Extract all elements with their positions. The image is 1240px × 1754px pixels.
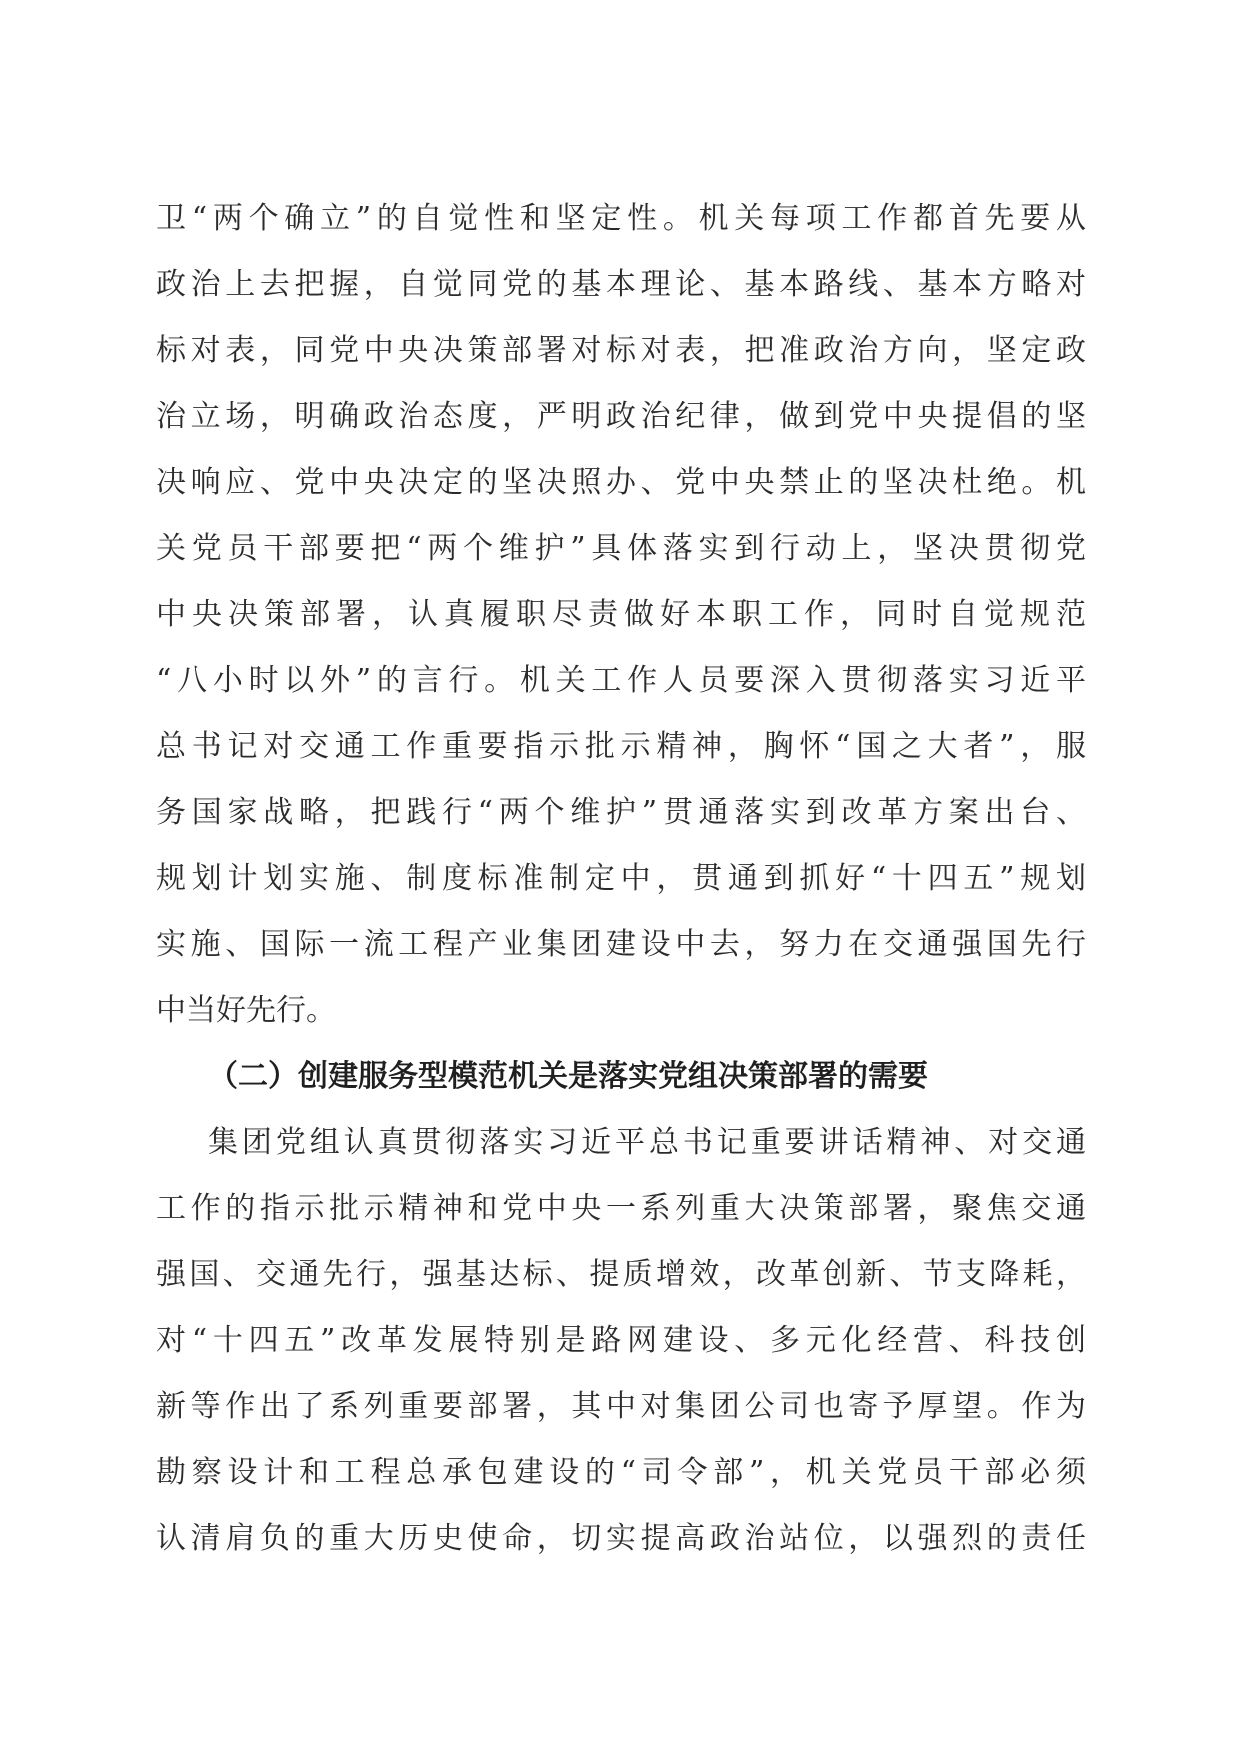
paragraph-2-line: 工作的指示批示精神和党中央一系列重大决策部署，聚焦交通 (156, 1191, 1086, 1226)
paragraph-2-line: 勘察设计和工程总承包建设的“司令部”，机关党员干部必须 (156, 1455, 1086, 1490)
paragraph-1-line: 规划计划实施、制度标准制定中，贯通到抓好“十四五”规划 (156, 861, 1086, 896)
paragraph-1-line: 中当好先行。 (156, 993, 336, 1028)
paragraph-1-line: “八小时以外”的言行。机关工作人员要深入贯彻落实习近平 (156, 663, 1086, 698)
paragraph-1-line: 务国家战略，把践行“两个维护”贯通落实到改革方案出台、 (156, 795, 1086, 830)
paragraph-1-line: 总书记对交通工作重要指示批示精神，胸怀“国之大者”，服 (156, 729, 1086, 764)
paragraph-2-line: 强国、交通先行，强基达标、提质增效，改革创新、节支降耗， (156, 1257, 1086, 1292)
paragraph-1-line: 治立场，明确政治态度，严明政治纪律，做到党中央提倡的坚 (156, 399, 1086, 434)
paragraph-1 (156, 186, 1086, 1044)
paragraph-2-line: 对“十四五”改革发展特别是路网建设、多元化经营、科技创 (156, 1323, 1086, 1358)
paragraph-2-line: 集团党组认真贯彻落实习近平总书记重要讲话精神、对交通 (208, 1125, 1086, 1160)
paragraph-1-line: 政治上去把握，自觉同党的基本理论、基本路线、基本方略对 (156, 267, 1086, 302)
document-body (156, 186, 1086, 1572)
paragraph-2 (156, 1110, 1086, 1572)
paragraph-2-line: 新等作出了系列重要部署，其中对集团公司也寄予厚望。作为 (156, 1389, 1086, 1424)
paragraph-1-line: 中央决策部署，认真履职尽责做好本职工作，同时自觉规范 (156, 597, 1086, 632)
paragraph-2-line: 认清肩负的重大历史使命，切实提高政治站位，以强烈的责任 (156, 1521, 1086, 1556)
section-heading: （二）创建服务型模范机关是落实党组决策部署的需要 (208, 1059, 928, 1094)
paragraph-1-line: 决响应、党中央决定的坚决照办、党中央禁止的坚决杜绝。机 (156, 465, 1086, 500)
paragraph-1-line: 卫“两个确立”的自觉性和坚定性。机关每项工作都首先要从 (156, 201, 1086, 236)
paragraph-1-line: 实施、国际一流工程产业集团建设中去，努力在交通强国先行 (156, 927, 1086, 962)
paragraph-1-line: 关党员干部要把“两个维护”具体落实到行动上，坚决贯彻党 (156, 531, 1086, 566)
paragraph-1-line: 标对表，同党中央决策部署对标对表，把准政治方向，坚定政 (156, 333, 1086, 368)
